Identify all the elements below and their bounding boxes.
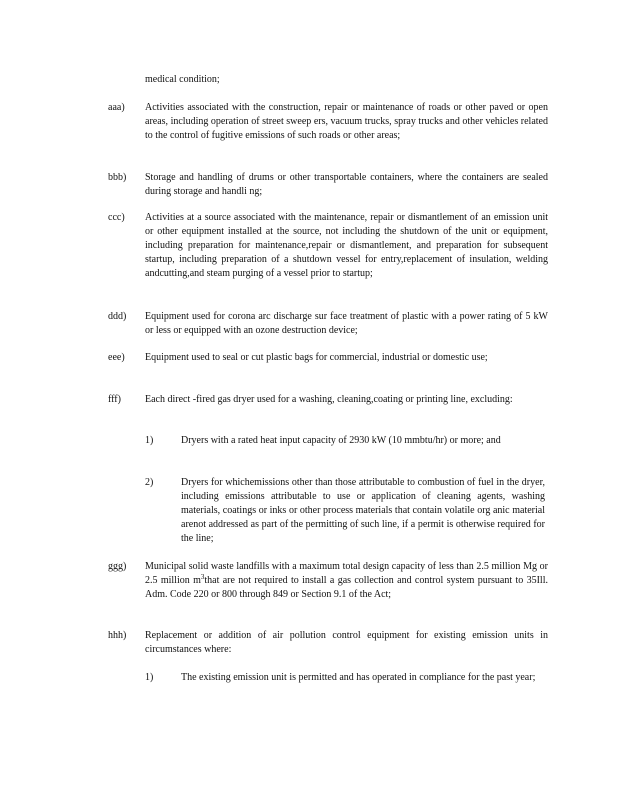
list-item-ggg	[108, 560, 548, 602]
item-text-part: that are not required to install a gas collection and control system pursuant to 35Ill. Adm. Code 220 or 800 through 849 or Section 9.1 of the Act;	[145, 575, 548, 600]
superscript: 3	[200, 573, 205, 581]
list-item-fff	[108, 393, 548, 407]
list-item-ddd	[108, 310, 548, 338]
continued-text: medical condition;	[145, 74, 220, 85]
item-text: Equipment used to seal or cut plastic bags for commercial, industrial or domestic use;	[145, 352, 488, 363]
sub-item-text: The existing emission unit is permitted and has operated in compliance for the past year;	[181, 672, 536, 683]
item-text: Each direct -fired gas dryer used for a washing, cleaning,coating or printing line, excluding:	[145, 394, 513, 405]
item-text-part: Municipal solid waste landfills with a maximum total design capacity of less than 2.5 million Mg or 2.5 million m	[145, 561, 548, 586]
item-text	[145, 560, 548, 602]
sub-item-label: 2)	[145, 477, 154, 488]
list-item-eee	[108, 351, 548, 365]
sub-item-label: 1)	[145, 672, 154, 683]
item-label: hhh)	[108, 630, 127, 641]
item-label: aaa)	[108, 102, 125, 113]
item-label: fff)	[108, 394, 121, 405]
sub-item-fff-2	[145, 476, 545, 546]
item-label: ggg)	[108, 561, 127, 572]
list-item-bbb	[108, 171, 548, 199]
item-text: Storage and handling of drums or other transportable containers, where the containers are sealed during storage and handli ng;	[145, 172, 548, 197]
item-text: Activities associated with the construction, repair or maintenance of roads or other paved or open areas, including operation of street sweep ers, vacuum trucks, spray trucks and other vehicles related to the control of fugitive emissions of such roads or other areas;	[145, 102, 548, 141]
item-text: Activities at a source associated with the maintenance, repair or dismantlement of an emission unit or other equipment installed at the source, not including the shutdown of the unit or equipment, including preparation for maintenance,repair or dismantlement, and preparation for subsequent startup, including preparation of a shutdown vessel for entry,replacement of insulation, welding andcutting,and steam purging of a vessel prior to startup;	[145, 212, 548, 279]
item-label: ddd)	[108, 311, 127, 322]
item-label: bbb)	[108, 172, 127, 183]
sub-item-text: Dryers with a rated heat input capacity of 2930 kW (10 mmbtu/hr) or more; and	[181, 435, 501, 446]
list-item-aaa	[108, 101, 548, 143]
sub-item-fff-1	[145, 434, 545, 448]
item-text: Equipment used for corona arc discharge sur face treatment of plastic with a power rating of 5 kW or less or equipped with an ozone destruction device;	[145, 311, 548, 336]
sub-item-label: 1)	[145, 435, 154, 446]
sub-item-text: Dryers for whichemissions other than those attributable to combustion of fuel in the dryer, including emissions attributable to use or application of cleaning agents, washing materials, coatings or inks or other process materials that contain volatile org anic material arenot addressed as part of the permitting of such line, if a permit is otherwise required for the line;	[181, 477, 545, 544]
item-label: eee)	[108, 352, 125, 363]
item-label: ccc)	[108, 212, 125, 223]
list-item-hhh	[108, 629, 548, 657]
sub-item-hhh-1	[145, 671, 545, 685]
item-text: Replacement or addition of air pollution control equipment for existing emission units in circumstances where:	[145, 630, 548, 655]
list-item-ccc	[108, 211, 548, 281]
